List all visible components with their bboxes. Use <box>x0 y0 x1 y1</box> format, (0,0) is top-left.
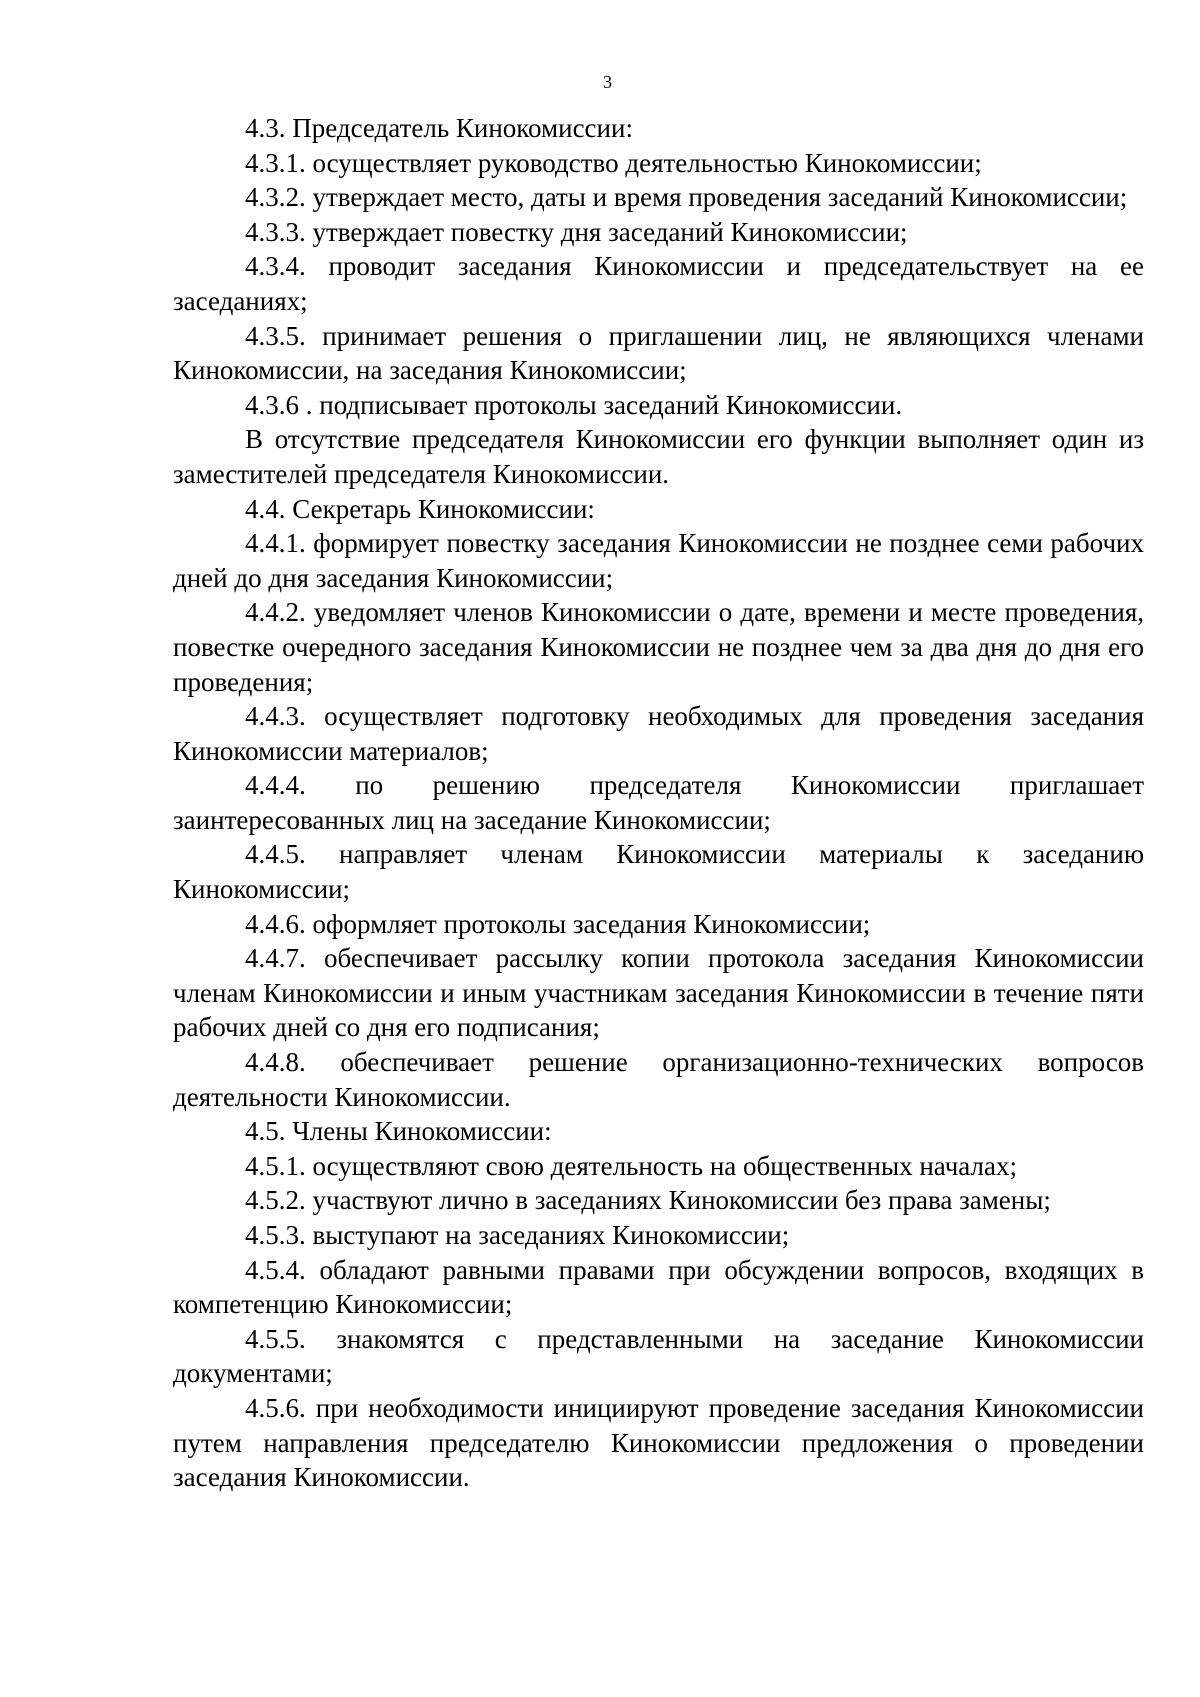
paragraph-4-5-3: 4.5.3. выступают на заседаниях Кинокомиссии; <box>245 1220 790 1250</box>
paragraph-4-4-6: 4.4.6. оформляет протоколы заседания Кинокомиссии; <box>245 908 871 939</box>
paragraph-4-3-3: 4.3.3. утверждает повестку дня заседаний Кинокомиссии; <box>245 216 908 247</box>
paragraph-4-5-4: 4.5.4. обладают равными правами при обсуждении вопросов, входящих в компетенцию Кинокомиссии; <box>173 1254 1144 1320</box>
paragraph-4-4-2: 4.4.2. уведомляет членов Кинокомиссии о дате, времени и месте проведения, повестке очередного заседания Кинокомиссии не позднее чем за два дня до дня его проведения; <box>173 597 1144 697</box>
page-number: 3 <box>603 72 612 92</box>
paragraph-4-5: 4.5. Члены Кинокомиссии: <box>245 1116 552 1147</box>
document-body <box>173 111 1144 1495</box>
paragraph-4-3-2: 4.3.2. утверждает место, даты и время проведения заседаний Кинокомиссии; <box>245 182 1128 213</box>
paragraph-4-4-8: 4.4.8. обеспечивает решение организационно-технических вопросов деятельности Кинокомиссии. <box>173 1047 1144 1112</box>
paragraph-4-5-6: 4.5.6. при необходимости инициируют проведение заседания Кинокомиссии путем направления председателю Кинокомиссии предложения о проведении заседания Кинокомиссии. <box>173 1392 1144 1493</box>
paragraph-4-3-6: 4.3.6 . подписывает протоколы заседаний Кинокомиссии. <box>245 389 903 420</box>
paragraph-4-4-5: 4.4.5. направляет членам Кинокомиссии материалы к заседанию Кинокомиссии; <box>173 839 1144 905</box>
paragraph-4-5-1: 4.5.1. осуществляют свою деятельность на общественных началах; <box>245 1150 1017 1181</box>
paragraph-4-4-7: 4.4.7. обеспечивает рассылку копии протокола заседания Кинокомиссии членам Кинокомиссии и иным участникам заседания Кинокомиссии в течение пяти рабочих дней со дня его подписания; <box>173 943 1144 1043</box>
paragraph-chair-absence: В отсутствие председателя Кинокомиссии его функции выполняет один из заместителей председателя Кинокомиссии. <box>173 424 1144 489</box>
paragraph-4-3-4: 4.3.4. проводит заседания Кинокомиссии и председательствует на ее заседаниях; <box>173 251 1144 316</box>
paragraph-4-4-3: 4.4.3. осуществляет подготовку необходимых для проведения заседания Кинокомиссии материалов; <box>173 701 1144 766</box>
paragraph-4-3: 4.3. Председатель Кинокомиссии: <box>245 113 633 143</box>
paragraph-4-3-1: 4.3.1. осуществляет руководство деятельностью Кинокомиссии; <box>245 147 982 178</box>
paragraph-4-4: 4.4. Секретарь Кинокомиссии: <box>245 493 595 524</box>
paragraph-4-3-5: 4.3.5. принимает решения о приглашении лиц, не являющихся членами Кинокомиссии, на заседания Кинокомиссии; <box>173 320 1144 386</box>
paragraph-4-5-2: 4.5.2. участвуют лично в заседаниях Кинокомиссии без права замены; <box>245 1185 1051 1216</box>
paragraph-4-4-1: 4.4.1. формирует повестку заседания Кинокомиссии не позднее семи рабочих дней до дня заседания Кинокомиссии; <box>173 528 1144 593</box>
paragraph-4-5-5: 4.5.5. знакомятся с представленными на заседание Кинокомиссии документами; <box>173 1323 1144 1389</box>
paragraph-4-4-4: 4.4.4. по решению председателя Кинокомиссии приглашает заинтересованных лиц на заседание Кинокомиссии; <box>173 770 1144 835</box>
